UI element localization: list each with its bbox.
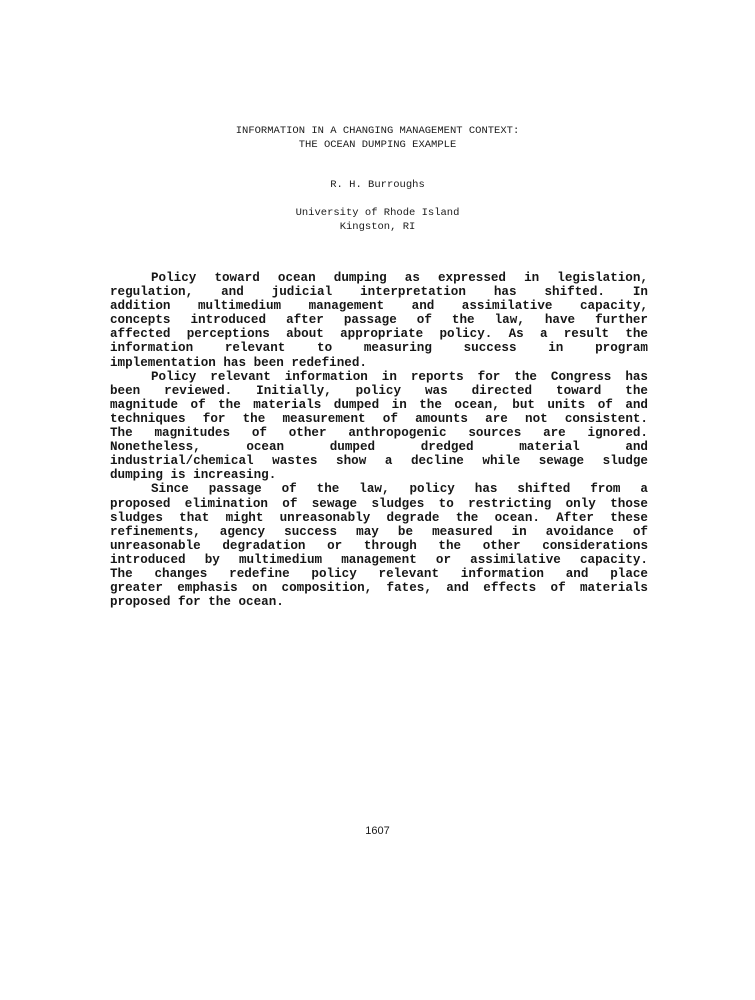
affiliation-location: Kingston, RI [339,221,416,233]
paragraph-2 [110,370,648,483]
text-line: addition multimedium management and assimilative capacity, [110,299,648,314]
paragraph-3 [110,482,648,609]
text-line: affected perceptions about appropriate policy. As a result the [110,327,648,342]
text-line: dumping is increasing. [110,468,277,483]
author-name: R. H. Burroughs [330,179,425,191]
text-line: unreasonable degradation or through the other considerations [110,538,648,553]
text-line: The magnitudes of other anthropogenic sources are ignored. [110,426,648,441]
text-line: introduced by multimedium management or assimilative capacity. [110,552,648,567]
text-line: information relevant to measuring success in program [110,341,648,356]
abstract-body [110,271,648,609]
paper-title [0,124,755,152]
text-line: magnitude of the materials dumped in the ocean, but units of and [110,397,648,412]
text-line: sludges that might unreasonably degrade the ocean. After these [110,510,648,525]
text-line: concepts introduced after passage of the law, have further [110,313,648,328]
text-line: greater emphasis on composition, fates, and effects of materials [110,581,648,596]
paragraph-1 [110,271,648,370]
title-line-2: THE OCEAN DUMPING EXAMPLE [298,139,457,151]
text-line: been reviewed. Initially, policy was directed toward the [110,383,648,398]
affiliation-institution: University of Rhode Island [295,207,460,219]
text-line: proposed for the ocean. [110,595,284,610]
text-line: industrial/chemical wastes show a decline while sewage sludge [110,454,648,469]
text-line: Since passage of the law, policy has shifted from a [151,482,648,497]
text-line: Nonetheless, ocean dumped dredged material and [110,440,648,455]
page-number: 1607 [365,825,390,837]
author-affiliation [0,206,755,234]
text-line: proposed elimination of sewage sludges to restricting only those [110,496,648,511]
text-line: refinements, agency success may be measured in avoidance of [110,524,648,539]
text-line: implementation has been redefined. [110,355,367,370]
text-line: regulation, and judicial interpretation has shifted. In [110,285,648,300]
text-line: Policy relevant information in reports for the Congress has [151,369,648,384]
text-line: The changes redefine policy relevant information and place [110,566,648,581]
text-line: Policy toward ocean dumping as expressed in legislation, [151,271,648,285]
title-line-1: INFORMATION IN A CHANGING MANAGEMENT CONTEXT: [235,125,520,137]
text-line: techniques for the measurement of amounts are not consistent. [110,411,648,426]
